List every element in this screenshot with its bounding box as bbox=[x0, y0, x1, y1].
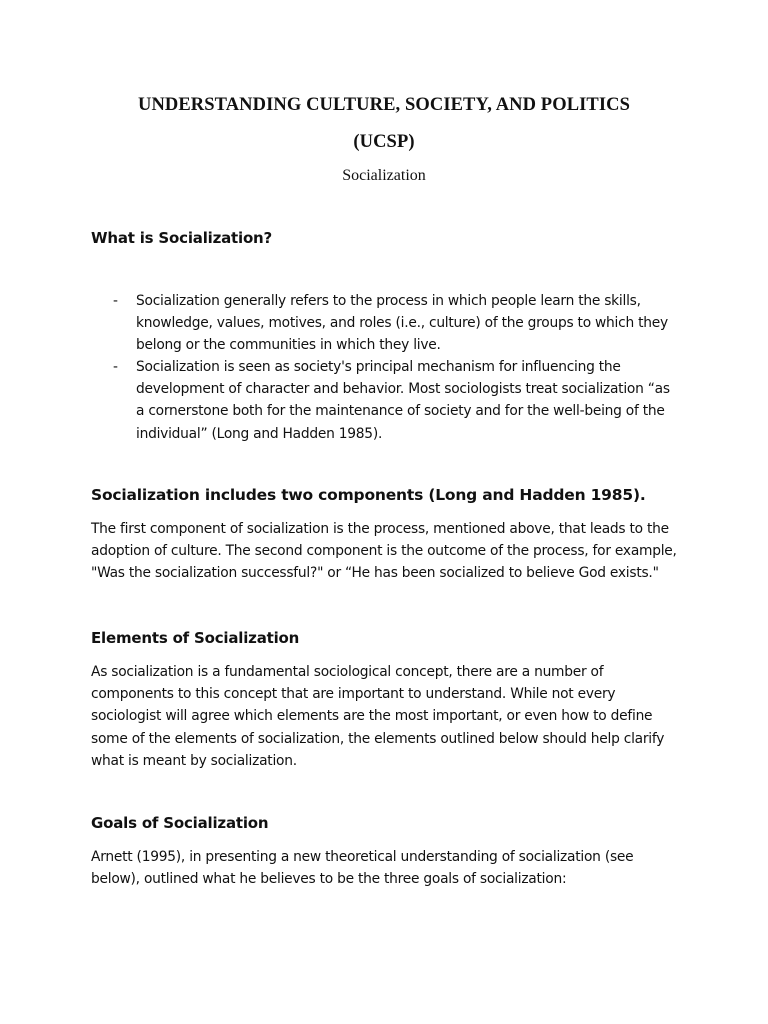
document-title: UNDERSTANDING CULTURE, SOCIETY, AND POLITICS bbox=[137, 95, 631, 115]
bullet-text bbox=[136, 290, 673, 357]
text-line: individual” (Long and Hadden 1985). bbox=[136, 425, 383, 442]
bullet-dash: - bbox=[113, 359, 118, 375]
text-line: Socialization is seen as society's principal mechanism for influencing the bbox=[136, 359, 621, 375]
section-heading-two-components: Socialization includes two components (Long and Hadden 1985). bbox=[91, 486, 646, 504]
text-line: As socialization is a fundamental sociological concept, there are a number of bbox=[91, 664, 604, 680]
text-line: a cornerstone both for the maintenance of society and for the well-being of the bbox=[136, 403, 665, 420]
text-line: belong or the communities in which they live. bbox=[136, 337, 441, 354]
document-title-abbreviation: (UCSP) bbox=[353, 132, 415, 152]
bullet-item bbox=[113, 356, 673, 445]
bullet-item bbox=[113, 290, 673, 357]
text-line: Arnett (1995), in presenting a new theoretical understanding of socialization (see bbox=[91, 849, 634, 865]
text-line: knowledge, values, motives, and roles (i.e., culture) of the groups to which they bbox=[136, 315, 668, 332]
paragraph-elements bbox=[91, 661, 691, 772]
text-line: below), outlined what he believes to be the three goals of socialization: bbox=[91, 871, 567, 888]
document-subtitle: Socialization bbox=[342, 167, 426, 184]
text-line: development of character and behavior. Most sociologists treat socialization “as bbox=[136, 381, 670, 398]
text-line: sociologist will agree which elements are the most important, or even how to define bbox=[91, 708, 653, 725]
text-line: The first component of socialization is the process, mentioned above, that leads to the bbox=[91, 521, 669, 537]
section-heading-elements: Elements of Socialization bbox=[91, 629, 300, 647]
text-line: Socialization generally refers to the process in which people learn the skills, bbox=[136, 293, 641, 309]
section-heading-what-is-socialization: What is Socialization? bbox=[91, 229, 273, 247]
bullet-dash: - bbox=[113, 293, 118, 309]
text-line: components to this concept that are important to understand. While not every bbox=[91, 686, 616, 703]
bullet-text bbox=[136, 356, 673, 445]
paragraph-goals bbox=[91, 846, 691, 890]
paragraph-two-components bbox=[91, 518, 691, 585]
text-line: adoption of culture. The second component is the outcome of the process, for example, bbox=[91, 543, 677, 560]
section-heading-goals: Goals of Socialization bbox=[91, 814, 269, 832]
text-line: what is meant by socialization. bbox=[91, 752, 297, 769]
text-line: "Was the socialization successful?" or “He has been socialized to believe God exists." bbox=[91, 565, 659, 582]
text-line: some of the elements of socialization, the elements outlined below should help clarify bbox=[91, 730, 665, 747]
